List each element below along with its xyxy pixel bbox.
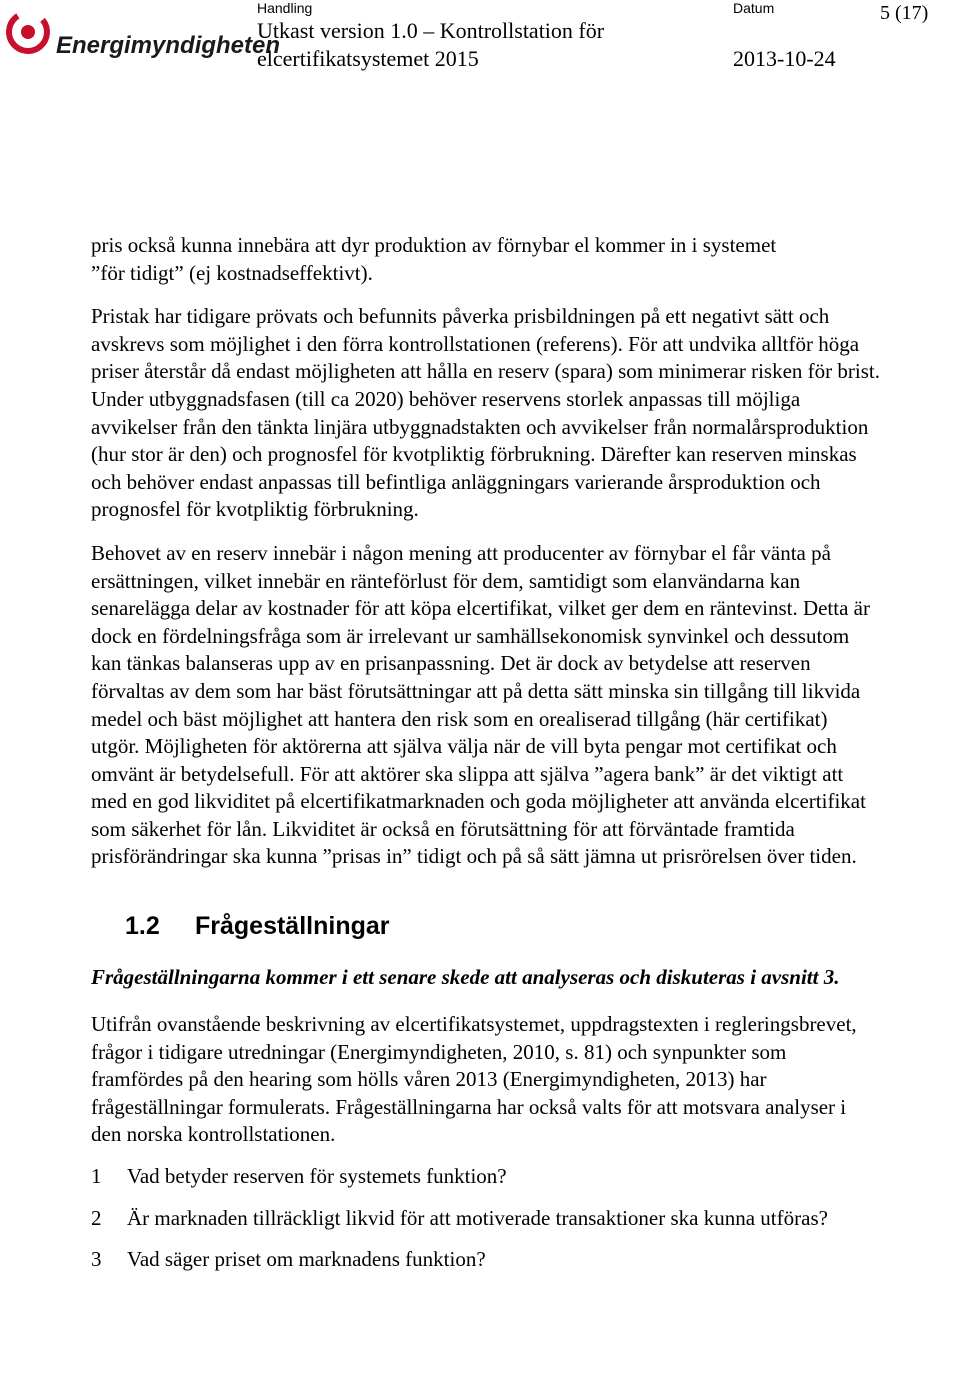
- page-number: 5 (17): [880, 2, 929, 24]
- paragraph-questions-intro: Utifrån ovanstående beskrivning av elcertifikatsystemet, uppdragstexten i regleringsbrevet, frågor i tidigare utredningar (Energimyndigheten, 2010, s. 81) och synpunkter som framfördes på den hearing som hölls våren 2013 (Energimyndigheten, 2013) har frågeställningar formulerats. Frågeställningarna har också valts för att motsvara analyser i den norska kontrollstationen.: [91, 1012, 857, 1147]
- list-item: [91, 1163, 881, 1191]
- paragraph-reserve: Pristak har tidigare prövats och befunnits påverka prisbildningen på ett negativt sätt och avskrevs som möjlighet i den förra kontrollstationen (referens). För att undvika alltför höga priser återstår då endast möjligheten att hålla en reserv (spara) som minimerar risken för brist. Under utbyggnadsfasen (till ca 2020) behöver reservens storlek anpassas till möjliga avvikelser från den tänkta linjära utbyggnadstakten och avvikelser från normalårsproduktion (hur stor är den) och prognosfel för kvotpliktig förbrukning. Därefter kan reserven minskas och behöver endast anpassas till befintliga anläggningars varierande årsproduktion och prognosfel för kvotpliktig förbrukning.: [91, 304, 880, 522]
- datum-label: Datum: [733, 0, 775, 16]
- section-title: Frågeställningar: [195, 912, 390, 941]
- document-title-line1: Utkast version 1.0 – Kontrollstation för: [257, 18, 605, 43]
- list-number: 3: [91, 1247, 102, 1272]
- paragraph-line: pris också kunna innebära att dyr produktion av förnybar el kommer in i systemet: [91, 233, 777, 257]
- list-item: [91, 1205, 881, 1233]
- page-header: [0, 0, 960, 80]
- document-body: [91, 232, 881, 1274]
- list-number: 1: [91, 1164, 102, 1189]
- list-text: Vad betyder reserven för systemets funktion?: [127, 1164, 507, 1189]
- document-date: 2013-10-24: [733, 46, 836, 71]
- list-item: [91, 1246, 881, 1274]
- handling-label: Handling: [257, 0, 313, 16]
- paragraph-line: ”för tidigt” (ej kostnadseffektivt).: [91, 260, 373, 285]
- section-heading: [91, 911, 881, 941]
- list-number: 2: [91, 1205, 102, 1230]
- italic-note: Frågeställningarna kommer i ett senare skede att analyseras och diskuteras i avsnitt 3.: [91, 965, 840, 990]
- paragraph-continuation: [91, 232, 881, 287]
- energimyndigheten-logo: [4, 4, 281, 64]
- svg-text:Energimyndigheten: Energimyndigheten: [56, 32, 281, 59]
- document-title-line2: elcertifikatsystemet 2015: [257, 46, 479, 71]
- paragraph-reserve-need: Behovet av en reserv innebär i någon mening att producenter av förnybar el får vänta på ersättningen, vilket innebär en ränteförlust för dem, samtidigt som elanvändarna kan senarelägga delar av kostnader för att köpa elcertifikat, vilket ger dem en räntevinst. Detta är dock en fördelningsfråga som är irrelevant ur samhällsekonomisk synvinkel och dessutom kan tänkas balanseras upp av en prisanpassning. Det är dock av betydelse att reserven förvaltas av dem som har bäst förutsättningar att på detta sätt minska sin tillgång till likvida medel och bäst möjlighet att hantera den risk som en orealiserad tillgång (här certifikat) utgör. Möjligheten för aktörerna att själva välja när de vill byta pengar mot certifikat och omvänt är betydelsefull. För att aktörer ska slippa att själva ”agera bank” är det viktigt att med en god likviditet på elcertifikatmarknaden och goda möjligheter att använda elcertifikat som säkerhet för lån. Likviditet är också en förutsättning för att förväntade framtida prisförändringar ska kunna ”prisas in” tidigt och på så sätt jämna ut prisrörelsen över tiden.: [91, 540, 870, 869]
- section-number: 1.2: [125, 912, 160, 941]
- question-list: [91, 1163, 881, 1274]
- list-text: Vad säger priset om marknadens funktion?: [127, 1247, 486, 1272]
- logo-mark-icon: [4, 4, 281, 64]
- list-text: Är marknaden tillräckligt likvid för att motiverade transaktioner ska kunna utföras?: [127, 1205, 828, 1230]
